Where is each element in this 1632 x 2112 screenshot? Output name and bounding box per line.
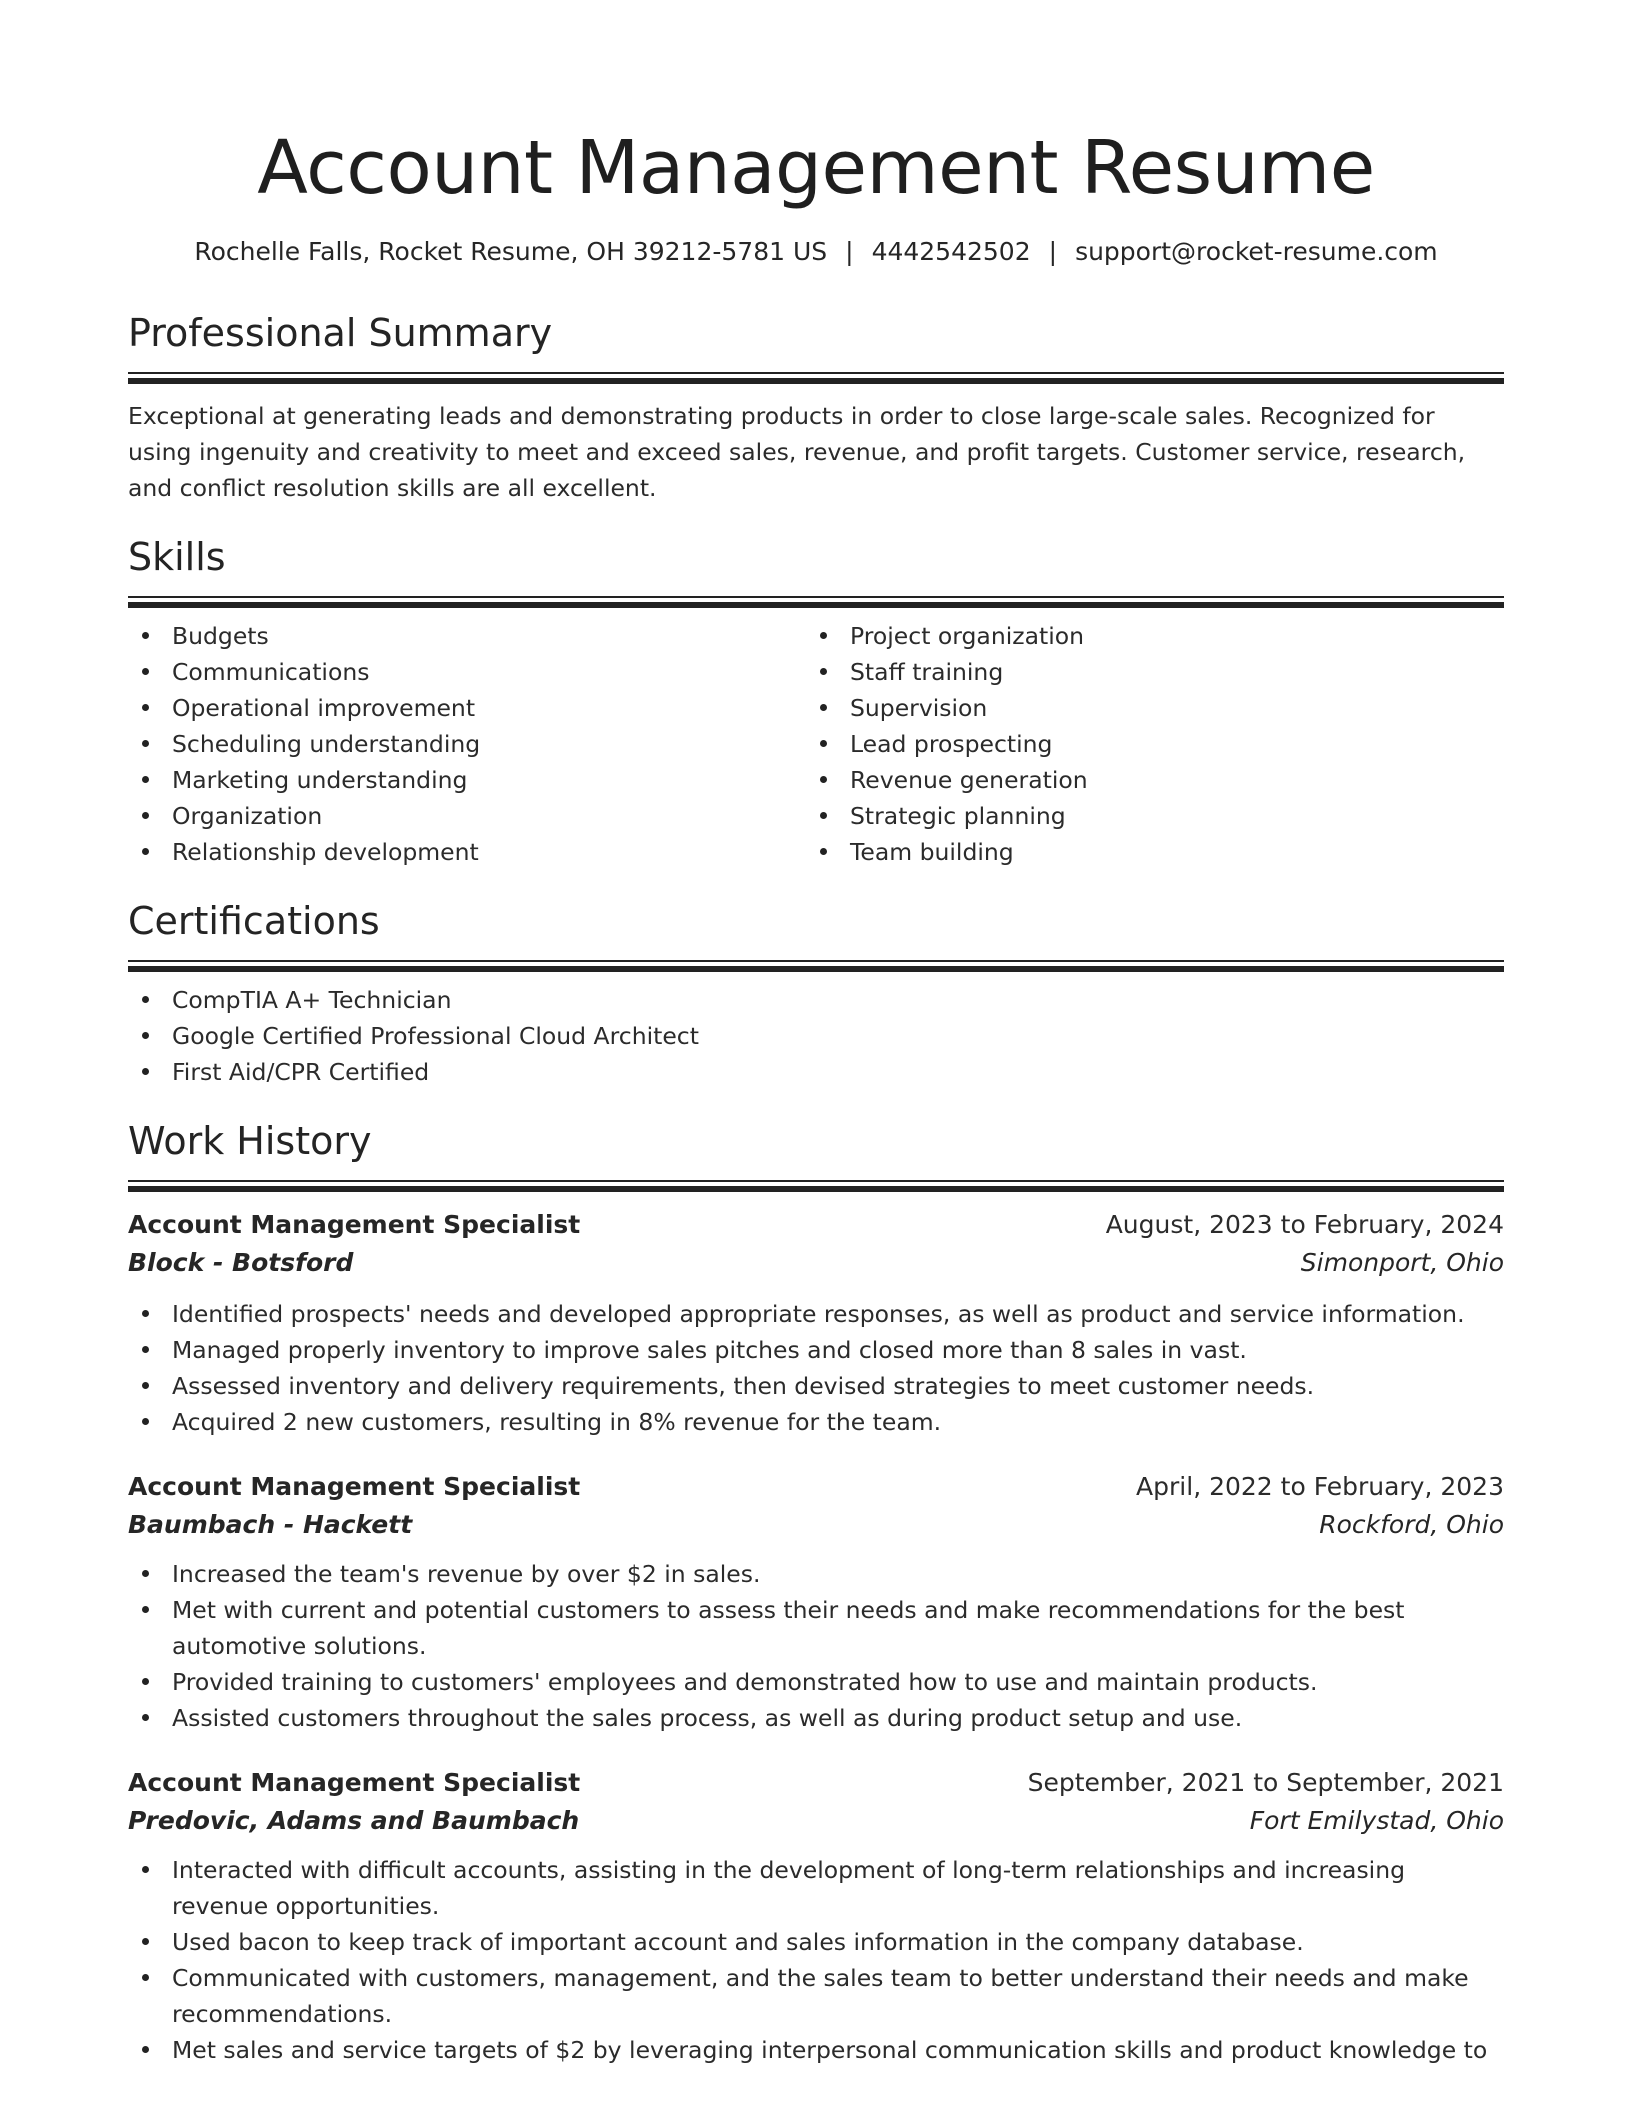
skill-item: Revenue generation	[806, 762, 1484, 798]
skills-list-right	[806, 618, 1484, 870]
certification-item: First Aid/CPR Certified	[128, 1054, 1504, 1090]
contact-separator: |	[1048, 237, 1058, 266]
section-divider	[128, 596, 1504, 608]
job-bullet: Met sales and service targets of $2 by leveraging interpersonal communication skills and product knowledge to	[128, 2032, 1504, 2068]
job-title: Account Management Specialist	[128, 1768, 581, 1797]
job-header-row	[128, 1764, 1504, 1802]
job-title: Account Management Specialist	[128, 1472, 581, 1501]
job-company: Baumbach - Hackett	[128, 1510, 413, 1539]
skill-item: Communications	[128, 654, 806, 690]
skill-item: Strategic planning	[806, 798, 1484, 834]
section-divider	[128, 372, 1504, 384]
job-bullet: Interacted with difficult accounts, assisting in the development of long-term relationships and increasing revenue opportunities.	[128, 1852, 1504, 1924]
skill-item: Marketing understanding	[128, 762, 806, 798]
contact-phone: 4442542502	[871, 237, 1031, 266]
job-header-row	[128, 1468, 1504, 1506]
section-heading-skills: Skills	[128, 535, 226, 579]
job-location: Simonport, Ohio	[1300, 1248, 1504, 1277]
certifications-section	[128, 898, 1504, 1090]
job-subheader-row	[128, 1506, 1504, 1544]
job-bullets	[128, 1556, 1504, 1736]
skills-grid	[128, 618, 1504, 870]
contact-separator: |	[845, 237, 854, 266]
job-entry	[128, 1764, 1504, 2068]
resume-title: Account Management Resume	[257, 125, 1375, 211]
job-header-row	[128, 1206, 1504, 1244]
job-bullet: Acquired 2 new customers, resulting in 8% revenue for the team.	[128, 1404, 1504, 1440]
job-bullet: Identified prospects' needs and developed appropriate responses, as well as product and service information.	[128, 1296, 1504, 1332]
work-history-section	[128, 1118, 1504, 2068]
certifications-list	[128, 982, 1504, 1090]
skill-item: Operational improvement	[128, 690, 806, 726]
job-subheader-row	[128, 1244, 1504, 1282]
job-entry	[128, 1206, 1504, 1440]
skill-item: Supervision	[806, 690, 1484, 726]
skill-item: Project organization	[806, 618, 1484, 654]
skill-item: Budgets	[128, 618, 806, 654]
contact-line	[128, 236, 1504, 268]
job-dates: April, 2022 to February, 2023	[1136, 1472, 1504, 1501]
section-heading-certifications: Certifications	[128, 899, 380, 943]
job-bullet: Managed properly inventory to improve sales pitches and closed more than 8 sales in vast.	[128, 1332, 1504, 1368]
job-bullet: Provided training to customers' employees and demonstrated how to use and maintain products.	[128, 1664, 1504, 1700]
job-bullet: Communicated with customers, management, and the sales team to better understand their needs and make recommendations.	[128, 1960, 1504, 2032]
job-bullet: Increased the team's revenue by over $2 in sales.	[128, 1556, 1504, 1592]
job-bullets	[128, 1296, 1504, 1440]
job-company: Predovic, Adams and Baumbach	[128, 1806, 580, 1835]
job-bullet: Assessed inventory and delivery requirements, then devised strategies to meet customer needs.	[128, 1368, 1504, 1404]
skill-item: Relationship development	[128, 834, 806, 870]
job-bullets	[128, 1852, 1504, 2068]
contact-email: support@rocket-resume.com	[1075, 237, 1438, 266]
job-dates: September, 2021 to September, 2021	[1027, 1768, 1504, 1797]
skills-section	[128, 534, 1504, 870]
job-location: Rockford, Ohio	[1319, 1510, 1504, 1539]
job-entry	[128, 1468, 1504, 1736]
summary-text: Exceptional at generating leads and demonstrating products in order to close large-scale sales. Recognized for using ingenuity and creativity to meet and exceed sales, revenue, and profit targets. Customer service, research, and conflict resolution skills are all excellent.	[128, 402, 1466, 502]
job-subheader-row	[128, 1802, 1504, 1840]
skills-list-left	[128, 618, 806, 870]
contact-address: Rochelle Falls, Rocket Resume, OH 39212-5781 US	[194, 237, 828, 266]
skill-item: Staff training	[806, 654, 1484, 690]
job-bullet: Met with current and potential customers to assess their needs and make recommendations for the best automotive solutions.	[128, 1592, 1504, 1664]
resume-page	[128, 0, 1504, 2068]
skill-item: Lead prospecting	[806, 726, 1484, 762]
summary-section	[128, 310, 1504, 506]
job-location: Fort Emilystad, Ohio	[1249, 1806, 1504, 1835]
section-divider	[128, 960, 1504, 972]
job-bullet: Assisted customers throughout the sales process, as well as during product setup and use.	[128, 1700, 1504, 1736]
certification-item: Google Certified Professional Cloud Architect	[128, 1018, 1504, 1054]
section-heading-summary: Professional Summary	[128, 311, 553, 355]
skill-item: Scheduling understanding	[128, 726, 806, 762]
section-divider	[128, 1180, 1504, 1192]
job-company: Block - Botsford	[128, 1248, 354, 1277]
job-title: Account Management Specialist	[128, 1210, 581, 1239]
job-bullet: Used bacon to keep track of important account and sales information in the company database.	[128, 1924, 1504, 1960]
certification-item: CompTIA A+ Technician	[128, 982, 1504, 1018]
section-heading-work-history: Work History	[128, 1119, 372, 1163]
skill-item: Organization	[128, 798, 806, 834]
skill-item: Team building	[806, 834, 1484, 870]
job-dates: August, 2023 to February, 2024	[1105, 1210, 1504, 1239]
